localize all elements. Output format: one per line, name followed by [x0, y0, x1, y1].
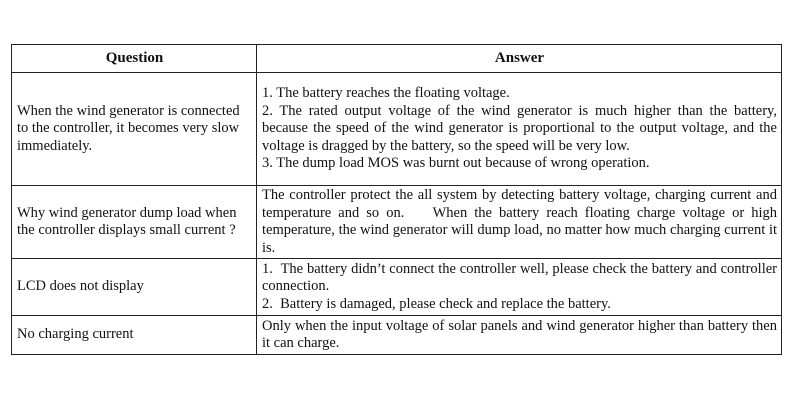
question-cell: No charging current	[12, 316, 257, 355]
answer-line: 1. The battery didn’t connect the controller well, please check the battery and controller connection.	[262, 260, 777, 295]
question-cell: Why wind generator dump load when the controller displays small current ?	[12, 186, 257, 259]
answer-line: 2. Battery is damaged, please check and replace the battery.	[262, 295, 611, 312]
answer-line: Only when the input voltage of solar panels and wind generator higher than battery then it can charge.	[262, 317, 777, 351]
answer-line: 2. The rated output voltage of the wind generator is much higher than the battery, because the speed of the wind generator is proportional to the output voltage, and the voltage is dragged by the battery, so the speed will be very low.	[262, 102, 777, 154]
answer-cell	[257, 186, 782, 259]
answer-line: 1. The battery reaches the floating voltage.	[262, 85, 510, 102]
answer-cell	[257, 316, 782, 355]
table-row	[12, 186, 782, 259]
question-cell: When the wind generator is connected to the controller, it becomes very slow immediately.	[12, 73, 257, 186]
answer-line: 3. The dump load MOS was burnt out because of wrong operation.	[262, 155, 650, 172]
table-row	[12, 259, 782, 316]
question-cell: LCD does not display	[12, 259, 257, 316]
answer-line: The controller protect the all system by detecting battery voltage, charging current and temperature and so on. When the battery reach floating charge voltage or high temperature, the wind generator will dump load, no matter how much charging current it is.	[262, 187, 777, 256]
answer-cell	[257, 73, 782, 186]
question-header: Question	[12, 45, 257, 73]
header-row	[12, 45, 782, 73]
faq-table	[11, 44, 782, 355]
table-row	[12, 73, 782, 186]
table-row	[12, 316, 782, 355]
answer-cell	[257, 259, 782, 316]
answer-header: Answer	[257, 45, 782, 73]
